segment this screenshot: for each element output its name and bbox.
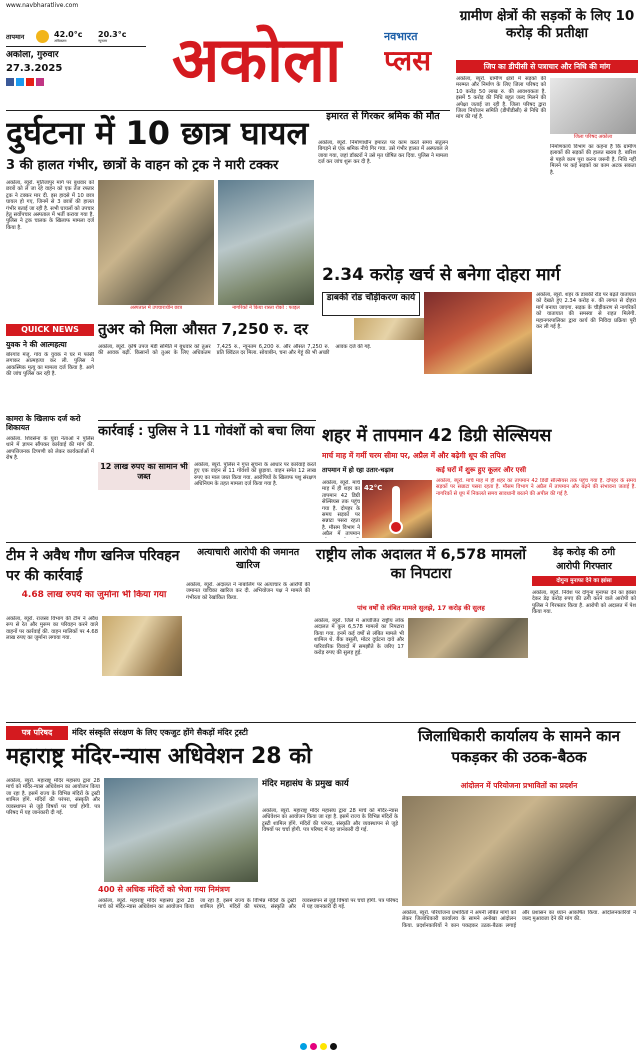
temple-headline: महाराष्ट्र मंदिर-न्यास अधिवेशन 28 को — [6, 744, 312, 769]
quick-item-2-body: अकोला. शिवसेना के युवा नेताओं ने पुलिस थाने में ज्ञापन सौंपकर कार्रवाई की मांग की. आपत्तिजनक टिप्पणी को लेकर कार्यकर्ताओं में रोष है. — [6, 436, 94, 462]
instagram-icon[interactable] — [36, 78, 44, 86]
road-subhead: डाबकी रोड चौड़ीकरण कार्य — [322, 292, 420, 316]
rural-roads-body-1: अकोला, ब्यूरो. ग्रामीण क्षेत्रों में सड़कों की मरम्मत और निर्माण के लिए जिला परिषद को 10 करोड़ 50 लाख रु. की आवश्यकता है. इसमें 5 करोड़ की निधि बहुत जल्द मिलने की अपेक्षा जताई जा रही है. जिला परिषद द्वारा जिला नियोजन समिति (डीपीडीसी) से निधि की मांग की गई है. — [456, 76, 546, 121]
fraud-tag: दोगुना मुनाफा देने का झांसा — [532, 576, 636, 586]
registration-mark-black — [330, 1043, 337, 1050]
worker-headline: इमारत से गिरकर श्रमिक की मौत — [326, 111, 440, 122]
accident-photo-2 — [218, 180, 314, 305]
thermometer-text: 42°C — [364, 484, 383, 492]
sun-icon — [36, 30, 49, 43]
tur-body: अकोला, ब्यूरो. कृषि उपज मंडी समिति में बुधवार को तुअर की आवक बढ़ी. किसानों को तुअर के लिए अधिकतम 7,425 रु., न्यूनतम 6,200 रु. और औसत 7,250 रु. प्रति क्विंटल दर मिला. सोयाबीन, चना और गेहूं की भी अच्छी आवक दर्ज की गई. — [98, 344, 372, 357]
cattle-subhead: 12 लाख रुपए का सामान भी जब्त — [98, 462, 190, 490]
road-headline: 2.34 करोड़ खर्च से बनेगा दोहरा मार्ग — [322, 265, 561, 285]
heat-body-right: अकोला, ब्यूरो. मार्च माह में ही शहर का तापमान 42 डिग्री सेल्सियस तक पहुंच गया है. दोपहर के समय सड़कों पर सन्नाटा पसरा रहता है. मौसम विभाग ने अप्रैल में तापमान और बढ़ने की संभावना जताई है. नागरिकों से धूप में निकलते समय सावधानी बरतने की अपील की गई है. — [436, 478, 636, 497]
press-conference-tag: पत्र परिषद — [6, 726, 68, 740]
temp-min-label: न्यूनतम — [98, 39, 108, 43]
lead-body: अकोला, ब्यूरो. मूर्तिजापुर मार्ग पर बुधवार को छात्रों को ले जा रहे वाहन को एक तेज रफ्तार ट्रक ने टक्कर मार दी. इस हादसे में 10 छात्र घायल हो गए, जिनमें से 3 छात्रों की हालत गंभीर बताई जा रही है. सभी घायलों को उपचार हेतु सर्वोपचार अस्पताल में भर्ती कराया गया है. पुलिस ने ट्रक चालक के खिलाफ मामला दर्ज किया है. — [6, 180, 94, 231]
collector-subhead: आंदोलन में परियोजना प्रभावितों का प्रदर्शन — [460, 781, 578, 790]
temple-body: अकोला, ब्यूरो. महाराष्ट्र मंदिर महासंघ द्वारा 28 मार्च को मंदिर-न्यास अधिवेशन का आयोजन किया जा रहा है. इसमें राज्य के विभिन्न मंदिरों के ट्रस्टी शामिल होंगे. मंदिरों की परंपरा, संस्कृति और व्यवस्थापन से जुड़े विषयों पर चर्चा होगी. पत्र परिषद में यह जानकारी दी गई. — [6, 778, 100, 817]
accident-caption-2: नागरिकों ने किया रास्ता रोको : फाइल — [218, 305, 314, 313]
heat-sub-1: तापमान में हो रहा उतार-चढ़ाव — [322, 466, 394, 474]
accident-caption-1: अस्पताल में उपचाराधीन छात्र — [98, 305, 214, 313]
weather-label: तापमान — [6, 33, 25, 41]
collector-body: अकोला, ब्यूरो. परियोजना प्रभावितों ने अपनी लंबित मांगों को लेकर जिलाधिकारी कार्यालय के सामने अनोखा आंदोलन किया. प्रदर्शनकारियों ने कान पकड़कर उठक-बैठक लगाई और प्रशासन का ध्यान आकर्षित किया. आंदोलनकारियों ने जल्द मुआवजा देने की मांग की. — [402, 910, 636, 929]
fraud-body: अकोला, ब्यूरो. निवेश पर दोगुना मुनाफा देने का झांसा देकर डेढ़ करोड़ रुपए की ठगी करने वाले आरोपी को पुलिस ने गिरफ्तार किया है. आरोपी को अदालत में पेश किया गया. — [532, 590, 636, 616]
road-body: अकोला, ब्यूरो. शहर के डाबकी रोड पर बढ़ते यातायात को देखते हुए 2.34 करोड़ रु. की लागत से दोहरा मार्ग बनाया जाएगा. सड़क के चौड़ीकरण से नागरिकों को यातायात की समस्या से राहत मिलेगी. महानगरपालिका द्वारा कार्य की निविदा प्रक्रिया पूरी कर ली गई है. — [536, 292, 636, 331]
tur-headline: तुअर को मिला औसत 7,250 रु. दर — [98, 320, 309, 338]
quick-item-1-body: बोरगांव मंजू. गांव के युवक ने घर में फांसी लगाकर आत्महत्या कर ली. पुलिस ने आकस्मिक मृत्यु का मामला दर्ज किया है. आगे की जांच पुलिस कर रही है. — [6, 352, 94, 378]
rural-roads-headline: ग्रामीण क्षेत्रों की सड़कों के लिए 10 करोड़ की प्रतीक्षा — [459, 8, 635, 41]
heat-thermometer-photo — [362, 480, 432, 538]
temp-max: 42.0°c — [54, 30, 83, 39]
quick-item-2-title: कामरा के खिलाफ दर्ज करो शिकायत — [6, 414, 81, 432]
lok-adalat-headline: राष्ट्रीय लोक अदालत में 6,578 मामलों का निपटारा — [315, 547, 527, 582]
mining-subhead: 4.68 लाख रुपये का जुर्माना भी किया गया — [21, 590, 167, 600]
weather-box — [6, 30, 151, 44]
temp-max-label: अधिकतम — [54, 39, 67, 43]
quick-item-1-title: युवक ने की आत्महत्या — [6, 340, 67, 349]
masthead-divider — [6, 46, 146, 47]
collector-headline: जिलाधिकारी कार्यालय के सामने कान पकड़कर की उठक-बैठक — [418, 727, 620, 766]
mining-top-rule — [6, 542, 636, 543]
lead-headline: दुर्घटना में 10 छात्र घायल — [6, 114, 309, 152]
temple-photo — [104, 778, 258, 882]
fraud-headline: डेढ़ करोड़ की ठगी — [552, 547, 616, 558]
lok-adalat-subhead: पांच वर्षों से लंबित मामले सुलझे, 17 करोड़ की सुलह — [357, 604, 485, 612]
road-photo — [424, 292, 532, 374]
lok-adalat-photo — [408, 618, 528, 658]
youtube-icon[interactable] — [26, 78, 34, 86]
temple-invite: 400 से अधिक मंदिरों को भेजा गया निमंत्रण — [98, 885, 230, 894]
bail-headline: अत्याचारी आरोपी की जमानत खारिज — [196, 547, 300, 571]
registration-mark-magenta — [310, 1043, 317, 1050]
zilla-parishad-photo — [550, 78, 636, 134]
lead-subhead: 3 की हालत गंभीर, छात्रों के वाहन को ट्रक ने मारी टक्कर — [6, 158, 279, 173]
temple-body-2: अकोला, ब्यूरो. महाराष्ट्र मंदिर महासंघ द्वारा 28 मार्च को मंदिर-न्यास अधिवेशन का आयोजन किया जा रहा है. इसमें राज्य के विभिन्न मंदिरों के ट्रस्टी शामिल होंगे. मंदिरों की परंपरा, संस्कृति और व्यवस्थापन से जुड़े विषयों पर चर्चा होगी. पत्र परिषद में यह जानकारी दी गई. — [262, 808, 398, 834]
lok-adalat-body: अकोला, ब्यूरो. जिले में आयोजित राष्ट्रीय लोक अदालत में कुल 6,578 मामलों का निपटारा किया गया. इनमें कई वर्षों से लंबित मामले भी शामिल थे. बैंक वसूली, मोटर दुर्घटना दावे और पारिवारिक विवादों में समझौते के जरिए 17 करोड़ रुपए की सुलह हुई. — [314, 618, 404, 657]
temp-min: 20.3°c — [98, 30, 127, 39]
cattle-headline: कार्रवाई : पुलिस ने 11 गोवंशों को बचा लिया — [98, 424, 315, 439]
temple-top-rule — [6, 722, 636, 723]
heat-headline: शहर में तापमान 42 डिग्री सेल्सियस — [322, 426, 552, 446]
mining-headline: टीम ने अवैध गौण खनिज परिवहन पर की कार्रवाई — [6, 548, 180, 584]
cattle-top-rule — [98, 420, 316, 421]
quick-news-label: QUICK NEWS — [6, 324, 94, 336]
mining-photo — [102, 616, 182, 676]
worker-body: अकोला, ब्यूरो. निर्माणाधीन इमारत पर काम करते समय संतुलन बिगड़ने से एक श्रमिक नीचे गिर गया. उसे गंभीर हालत में अस्पताल ले जाया गया, जहां डॉक्टरों ने उसे मृत घोषित कर दिया. पुलिस ने मामला दर्ज कर जांच शुरू कर दी है. — [318, 140, 448, 166]
collector-protest-photo — [402, 796, 636, 906]
issue-date: 27.3.2025 — [6, 63, 63, 74]
website-url[interactable]: www.navbharatlive.com — [6, 2, 79, 9]
mining-body: अकोला, ब्यूरो. राजस्व विभाग की टीम ने अवैध रूप से रेत और मुरूम का परिवहन करने वाले वाहनों पर कार्रवाई की. वाहन मालिकों पर 4.68 लाख रुपए का जुर्माना लगाया गया. — [6, 616, 98, 642]
masthead-title: अकोला — [172, 23, 342, 96]
temple-sub: मंदिर महासंघ के प्रमुख कार्य — [262, 779, 349, 789]
fraud-subhead: आरोपी गिरफ्तार — [556, 561, 612, 572]
heat-body-left: अकोला, ब्यूरो. मार्च माह में ही शहर का तापमान 42 डिग्री सेल्सियस तक पहुंच गया है. दोपहर के समय सड़कों पर सन्नाटा पसरा रहता है. मौसम विभाग ने अप्रैल में तापमान — [322, 480, 360, 538]
thermometer-bulb-icon — [389, 520, 403, 534]
registration-mark-cyan — [300, 1043, 307, 1050]
heat-subhead: मार्च माह में गर्मी चरम सीमा पर, अप्रैल में और बढ़ेगी धूप की तपिश — [322, 451, 506, 460]
accident-photo-1 — [98, 180, 214, 305]
temple-kicker: मंदिर संस्कृति संरक्षण के लिए एकजुट होंगे सैकड़ों मंदिर ट्रस्टी — [72, 728, 248, 737]
registration-mark-yellow — [320, 1043, 327, 1050]
heat-sub-2: कई घरों में शुरू हुए कूलर और एसी — [436, 466, 527, 474]
city-day: अकोला, गुरुवार — [6, 50, 59, 60]
social-icons — [6, 78, 66, 87]
facebook-icon[interactable] — [6, 78, 14, 86]
brand-plus: प्लस — [384, 44, 432, 77]
brand-name: नवभारत — [384, 30, 418, 43]
zilla-parishad-caption: जिला परिषद अकोला — [550, 134, 636, 141]
twitter-icon[interactable] — [16, 78, 24, 86]
bail-body: अकोला, ब्यूरो. अदालत ने नाबालिग पर अत्याचार के आरोपी की जमानत याचिका खारिज कर दी. अभियोजन पक्ष ने मामले की गंभीरता को रेखांकित किया. — [186, 582, 310, 601]
rural-roads-body-2: निर्माणकार्य विभाग का कहना है कि ग्रामीण इलाकों की सड़कों की हालत खराब है. बारिश से पहले काम पूरा करना जरूरी है. निधि नहीं मिलने पर कई सड़कों का काम अटक सकता है. — [550, 144, 636, 176]
rural-roads-subhead: जिप का डीपीसी से पत्राचार और निधि की मांग — [456, 60, 638, 73]
cattle-body: अकोला, ब्यूरो. पुलिस ने गुप्त सूचना के आधार पर कार्रवाई करते हुए एक वाहन से 11 गोवंशों को छुड़ाया. वाहन समेत 12 लाख रुपए का माल जब्त किया गया. आरोपियों के खिलाफ पशु संरक्षण अधिनियम के तहत मामला दर्ज किया गया है. — [194, 462, 316, 488]
temple-body-3: अकोला, ब्यूरो. महाराष्ट्र मंदिर महासंघ द्वारा 28 मार्च को मंदिर-न्यास अधिवेशन का आयोजन किया जा रहा है. इसमें राज्य के विभिन्न मंदिरों के ट्रस्टी शामिल होंगे. मंदिरों की परंपरा, संस्कृति और व्यवस्थापन से जुड़े विषयों पर चर्चा होगी. पत्र परिषद में यह जानकारी दी गई. — [98, 898, 398, 911]
